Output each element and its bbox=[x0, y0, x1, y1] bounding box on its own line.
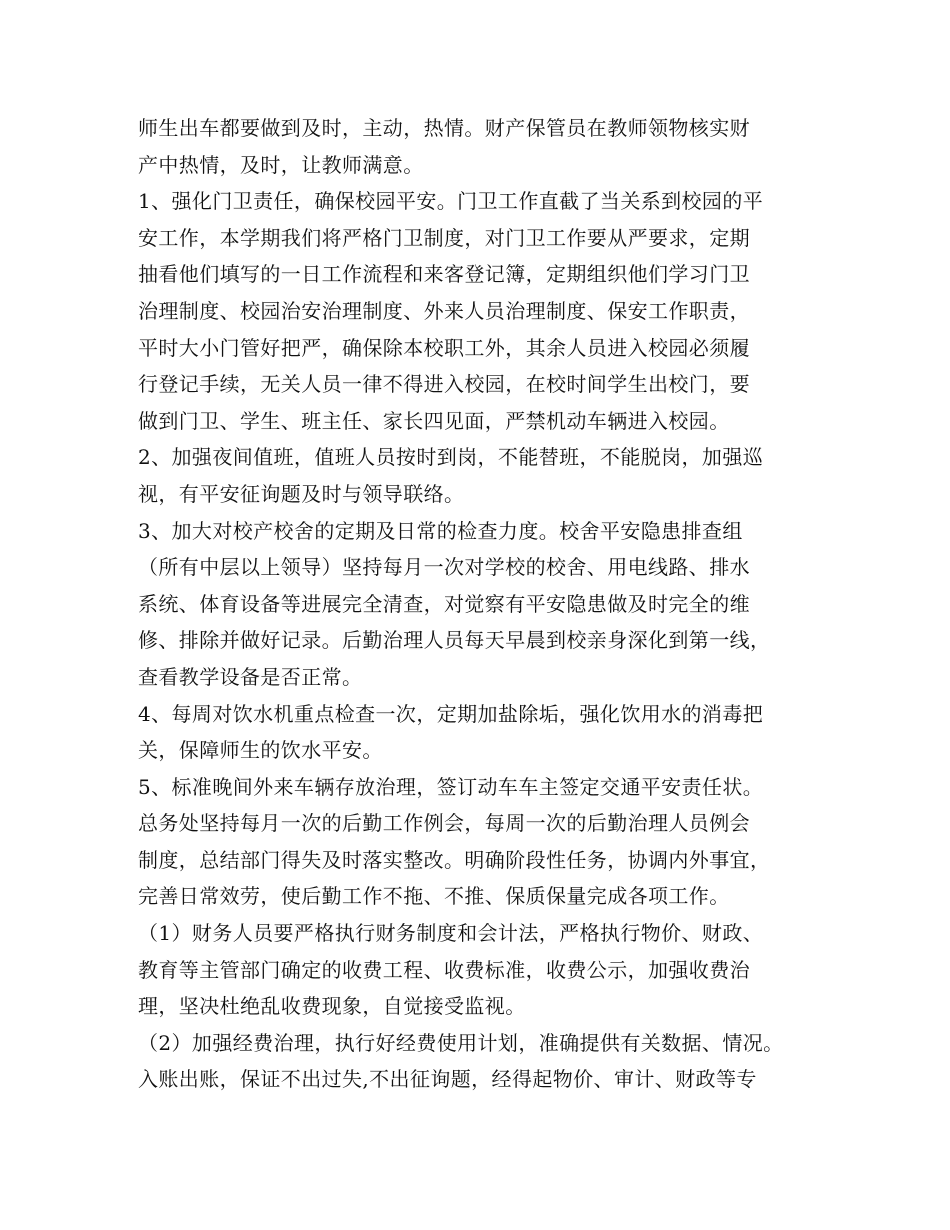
text-line: （1）财务人员要严格执行财务制度和会计法，严格执行物价、财政、 bbox=[138, 921, 764, 946]
text-line: 师生出车都要做到及时，主动，热情。财产保管员在教师领物核实财 bbox=[138, 116, 750, 140]
text-line: 教育等主管部门确定的收费工程、收费标准，收费公示，加强收费治 bbox=[138, 957, 750, 982]
text-line: 理，坚决杜绝乱收费现象，自觉接受监视。 bbox=[138, 994, 526, 1019]
text-line: 查看教学设备是否正常。 bbox=[138, 664, 363, 689]
text-line: 产中热情，及时，让教师满意。 bbox=[138, 152, 424, 177]
text-line: 3、加大对校产校舍的定期及日常的检查力度。校舍平安隐患排查组 bbox=[138, 518, 743, 543]
text-line: 系统、体育设备等进展完全清查，对觉察有平安隐患做及时完全的维 bbox=[138, 591, 750, 616]
text-line: 做到门卫、学生、班主任、家长四见面，严禁机动车辆进入校园。 bbox=[138, 408, 730, 433]
text-line: 关，保障师生的饮水平安。 bbox=[138, 738, 383, 763]
text-line: 4、每周对饮水机重点检查一次，定期加盐除垢，强化饮用水的消毒把 bbox=[138, 701, 764, 726]
text-line: （2）加强经费治理，执行好经费使用计划，准确提供有关数据、情况。 bbox=[138, 1030, 784, 1055]
document-page bbox=[138, 110, 828, 1098]
text-line: （所有中层以上领导）坚持每月一次对学校的校舍、用电线路、排水 bbox=[138, 555, 750, 580]
text-line: 修、排除并做好记录。后勤治理人员每天早晨到校亲身深化到第一线， bbox=[138, 628, 771, 653]
text-line: 安工作，本学期我们将严格门卫制度，对门卫工作要从严要求，定期 bbox=[138, 225, 750, 250]
text-line: 治理制度、校园治安治理制度、外来人员治理制度、保安工作职责， bbox=[138, 298, 750, 323]
text-line: 5、标准晚间外来车辆存放治理，签订动车车主签定交通平安责任状。 bbox=[138, 774, 764, 799]
text-line: 2、加强夜间值班，值班人员按时到岗，不能替班，不能脱岗，加强巡 bbox=[138, 445, 764, 470]
text-line: 平时大小门管好把严，确保除本校职工外，其余人员进入校园必须履 bbox=[138, 335, 750, 360]
text-line: 完善日常效劳，使后勤工作不拖、不推、保质保量完成各项工作。 bbox=[138, 884, 730, 909]
text-line: 行登记手续，无关人员一律不得进入校园，在校时间学生出校门，要 bbox=[138, 372, 750, 397]
text-line: 1、强化门卫责任，确保校园平安。门卫工作直截了当关系到校园的平 bbox=[138, 189, 764, 214]
text-line: 制度，总结部门得失及时落实整改。明确阶段性任务，协调内外事宜， bbox=[138, 847, 771, 872]
text-line: 抽看他们填写的一日工作流程和来客登记簿，定期组织他们学习门卫 bbox=[138, 262, 750, 287]
text-line: 视，有平安征询题及时与领导联络。 bbox=[138, 481, 465, 506]
text-line: 总务处坚持每月一次的后勤工作例会，每周一次的后勤治理人员例会 bbox=[138, 811, 750, 836]
text-line: 入账出账，保证不出过失,不出征询题，经得起物价、审计、财政等专 bbox=[138, 1067, 757, 1092]
